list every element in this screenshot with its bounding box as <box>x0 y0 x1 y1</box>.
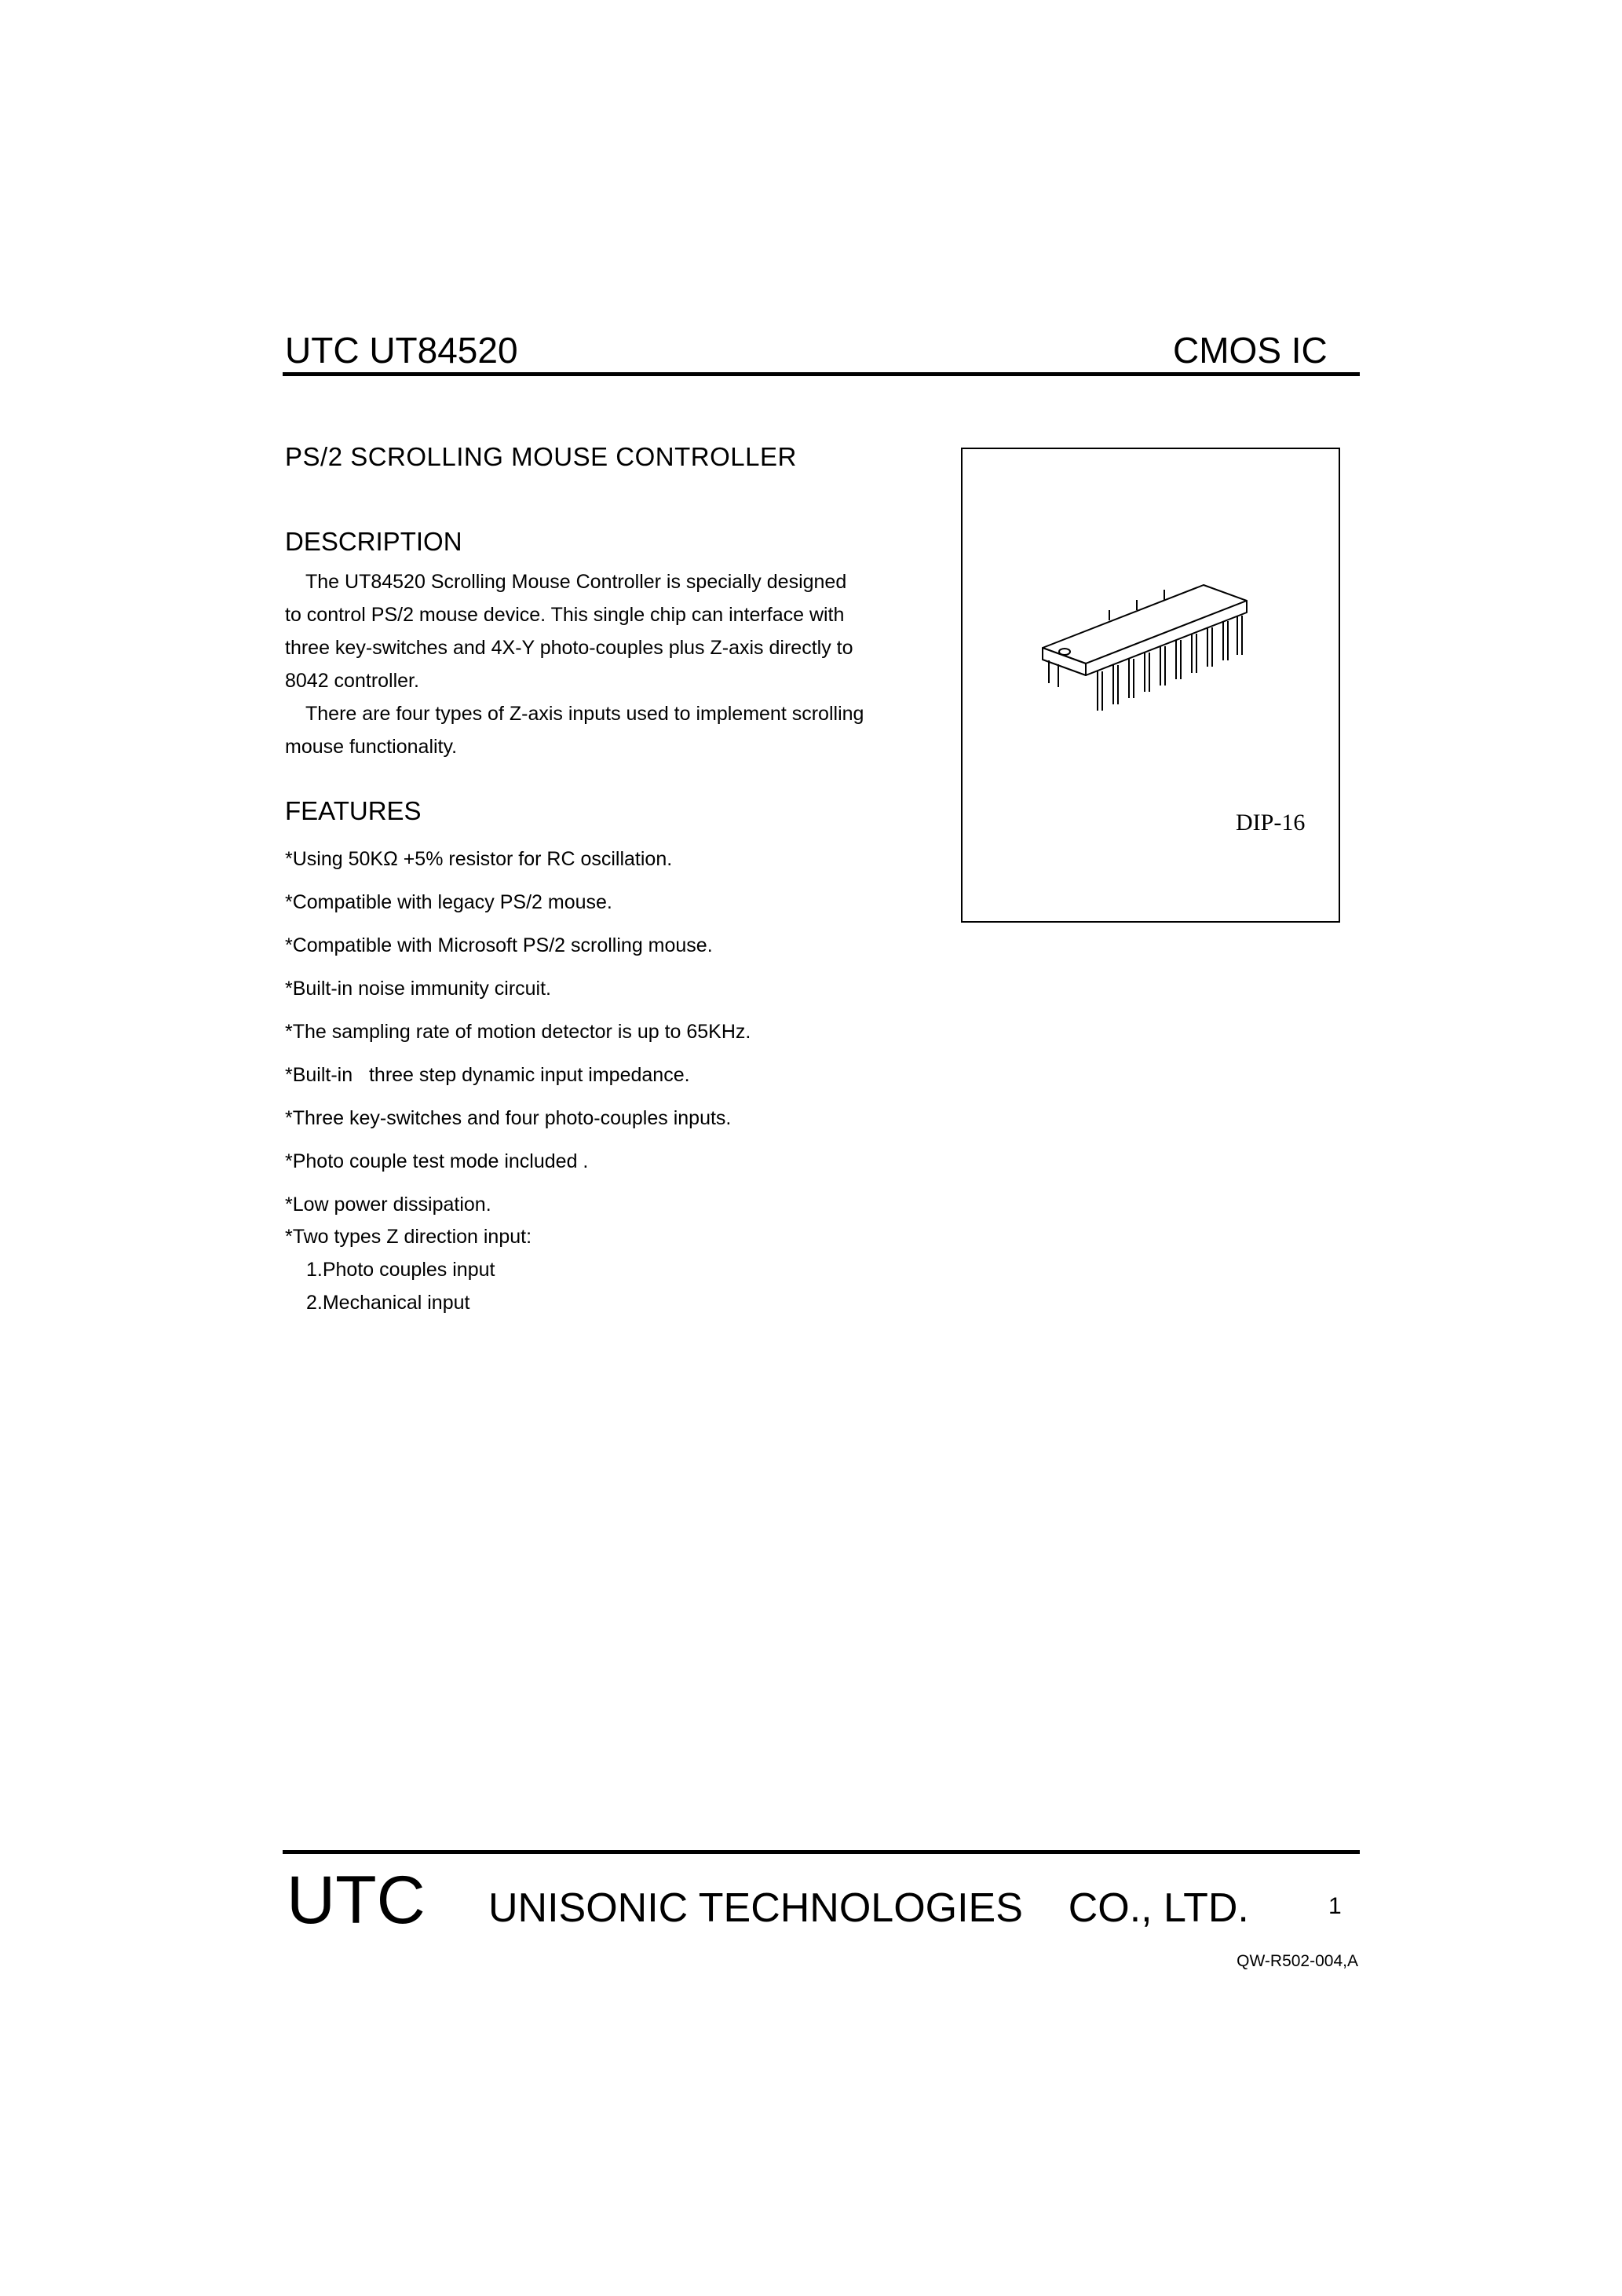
feature-item: *Built-in noise immunity circuit. <box>285 978 551 1000</box>
header-rule <box>283 372 1360 376</box>
feature-item: *Two types Z direction input: <box>285 1226 532 1248</box>
feature-item: *Three key-switches and four photo-couples inputs. <box>285 1107 732 1129</box>
feature-sub-item: 1.Photo couples input <box>306 1259 495 1281</box>
package-label: DIP-16 <box>1236 810 1306 835</box>
footer-logo: UTC <box>287 1863 426 1938</box>
description-paragraph-2: There are four types of Z-axis inputs used to implement scrolling mouse functionality. <box>285 703 864 758</box>
page-number: 1 <box>1328 1893 1342 1919</box>
dip16-chip-icon <box>1035 577 1262 734</box>
feature-item: *Built-in three step dynamic input impedance. <box>285 1064 690 1086</box>
feature-item: *Photo couple test mode included . <box>285 1150 589 1172</box>
header-right-title: CMOS IC <box>1173 330 1328 371</box>
description-body <box>285 565 866 763</box>
feature-item: *Compatible with legacy PS/2 mouse. <box>285 891 612 913</box>
feature-item: *Low power dissipation. <box>285 1194 491 1216</box>
document-code: QW-R502-004,A <box>1237 1952 1358 1970</box>
page-subtitle: PS/2 SCROLLING MOUSE CONTROLLER <box>285 442 797 471</box>
feature-item: *The sampling rate of motion detector is up to 65KHz. <box>285 1021 751 1043</box>
footer-rule <box>283 1850 1360 1854</box>
feature-item: *Using 50KΩ +5% resistor for RC oscillation. <box>285 848 673 870</box>
description-paragraph-1: The UT84520 Scrolling Mouse Controller is specially designed to control PS/2 mouse device. This single chip can interface with three key-switches and 4X-Y photo-couples plus Z-axis directly to 8042 controller. <box>285 571 853 692</box>
footer-company-name: UNISONIC TECHNOLOGIES CO., LTD. <box>488 1885 1249 1931</box>
header-left-title: UTC UT84520 <box>285 330 518 371</box>
description-heading: DESCRIPTION <box>285 527 462 556</box>
feature-sub-item: 2.Mechanical input <box>306 1292 470 1314</box>
feature-item: *Compatible with Microsoft PS/2 scrolling mouse. <box>285 934 713 956</box>
features-heading: FEATURES <box>285 796 422 825</box>
